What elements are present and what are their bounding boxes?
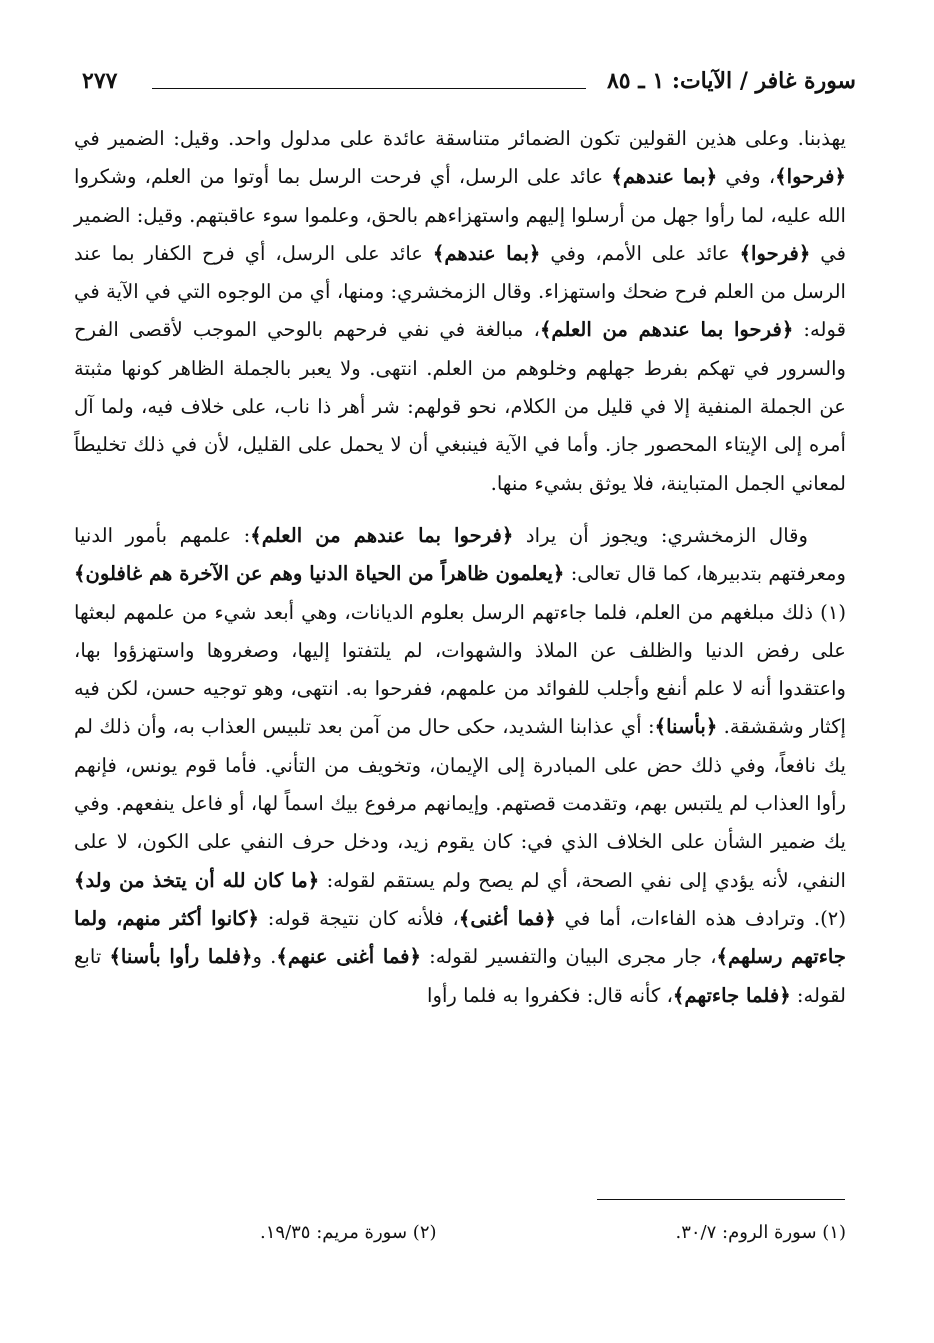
text-run: . و [252, 945, 277, 969]
text-run: عائد على الأمم، وفي [540, 241, 740, 265]
paragraph-2 [74, 517, 846, 1015]
text-run: عائد على الرسل، أي فرحت الرسل بما أوتوا من العلم، وشكروا الله عليه، لما رأوا جهل من أرسلوا إليهم واستهزاءهم بالحق، وعلموا سوء عاقبتهم. وقيل: الضمير في [74, 165, 847, 265]
header-title: سورة غافر / الآيات: ١ ـ ٨٥ [606, 68, 856, 94]
text-run: ، مبالغة في نفي فرحهم بالوحي الموجب لأقصى الفرح والسرور في تهكم بفرط جهلهم وخلوهم من العلم. انتهى. ولا يعبر بالجملة الظاهر كونها مثبتة عن الجملة المنفية إلا في قليل من الكلام، نحو قولهم: شر أهر ذا ناب، على خلاف فيه، ولما آل أمره إلى الإيتاء المحصور جاز. وأما في الآية فينبغي أن لا يحمل على القليل، لأن في ذلك تخليطاً لمعاني الجمل المتباينة، فلا يوثق بشيء منها. [74, 318, 846, 495]
footnote-ref: (١) [820, 600, 846, 624]
footnotes [260, 1222, 846, 1243]
footnote-separator [597, 1199, 845, 1200]
quran-quote: ﴿فما أغنى﴾ [458, 906, 556, 930]
text-run: : علمهم بأمور الدنيا ومعرفتهم بتدبيرها، كما قال تعالى: [74, 523, 846, 586]
quran-quote: ﴿فلما جاءتهم﴾ [672, 983, 791, 1007]
text-run: يهذبنا. وعلى هذين القولين تكون الضمائر متناسقة عائدة على مدلول واحد. وقيل: الضمير في [74, 127, 846, 150]
quran-quote: ﴿كانوا أكثر منهم، ولما جاءتهم رسلهم﴾ [74, 906, 847, 969]
footnote-2: (٢) سورة مريم: ١٩/٣٥. [260, 1222, 437, 1243]
text-run: ذلك مبلغهم من العلم، فلما جاءتهم الرسل بعلوم الديانات، وهي أبعد شيء من علمهم لبعثها على رفض الدنيا والظلف عن الملاذ والشهوات، لم يلتفتوا إليها، وصغروها واستهزؤوا بها، واعتقدوا أنه لا علم أنفع وأجلب للفوائد من علمهم، ففرحوا به. انتهى، وهو توجيه حسن، لكن فيه إكثار وشقشقة. [74, 600, 846, 739]
paragraph-1 [74, 120, 846, 503]
quran-quote: ﴿فرحوا﴾ [775, 165, 846, 189]
quran-quote: ﴿بما عندهم﴾ [611, 165, 718, 189]
footnote-ref: (٢) [820, 906, 846, 930]
quran-quote: ﴿فرحوا بما عندهم من العلم﴾ [539, 318, 794, 342]
quran-quote: ﴿بأسنا﴾ [654, 715, 718, 739]
footnote-1: (١) سورة الروم: ٣٠/٧. [675, 1222, 846, 1243]
text-run: ، كأنه قال: فكفروا به فلما رأوا [427, 983, 673, 1007]
quran-quote: ﴿ما كان لله أن يتخذ من ولد﴾ [74, 868, 320, 892]
main-text [74, 120, 846, 1015]
page-number: ٢٧٧ [82, 68, 118, 94]
text-run: ، وفي [717, 165, 776, 189]
header-rule [152, 88, 586, 89]
quran-quote: ﴿فرحوا﴾ [739, 241, 811, 265]
text-run: تابع لقوله: [74, 945, 846, 1007]
text-run: ، جار مجرى البيان والتفسير لقوله: [421, 945, 717, 969]
text-run: . وترادف هذه الفاءات، أما في [555, 906, 821, 930]
text-run: : أي عذابنا الشديد، حكى حال من آمن بعد تلبيس العذاب به، وأن ذلك لم يك نافعاً، وفي ذلك حض على المبادرة إلى الإيمان، وتخويف من التأني. فأما قوم يونس، فإنهم رأوا العذاب لم يلتبس بهم، وتقدمت قصتهم. وإيمانهم مرفوع بيك اسماً لها، أو فاعل ينفعهم. وفي يك ضمير الشأن على الخلاف الذي في: كان يقوم زيد، ودخل حرف النفي على الكون، لا على النفي، لأنه يؤدي إلى نفي الصحة، أي لم يصح ولم يستقم لقوله: [74, 715, 846, 892]
quran-quote: ﴿فما أغنى عنهم﴾ [276, 945, 422, 969]
quran-quote: ﴿فرحوا بما عندهم من العلم﴾ [250, 523, 514, 547]
running-header [82, 64, 856, 104]
text-run: عائد على الرسل، أي فرح الكفار بما عند الرسل من العلم فرح ضحك واستهزاء. وقال الزمخشري: ومنها، أي من الوجوه التي في الآية في قوله: [74, 241, 847, 342]
quran-quote: ﴿فلما رأوا بأسنا﴾ [109, 945, 253, 969]
text-run: ، فلأنه كان نتيجة قوله: [258, 906, 459, 930]
quran-quote: ﴿يعلمون ظاهراً من الحياة الدنيا وهم عن الآخرة هم غافلون﴾ [74, 562, 565, 586]
text-run: وقال الزمخشري: ويجوز أن يراد [513, 523, 809, 547]
quran-quote: ﴿بما عندهم﴾ [432, 241, 541, 265]
